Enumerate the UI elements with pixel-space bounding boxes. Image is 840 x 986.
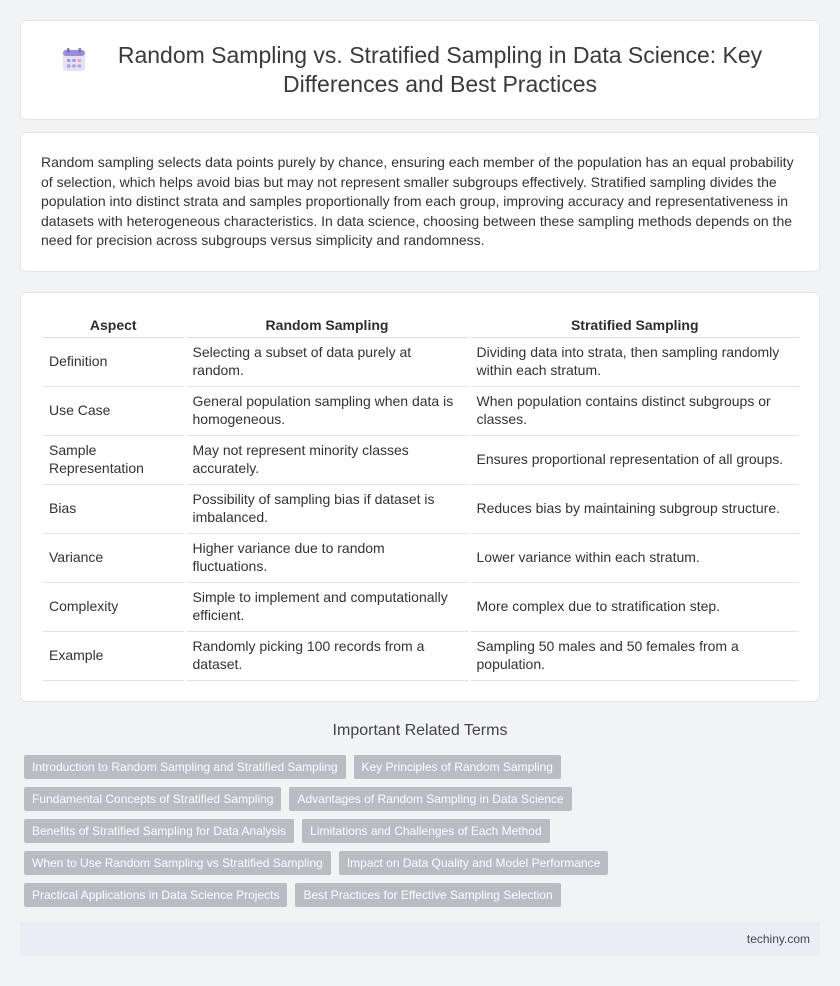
cell-aspect: Bias <box>43 484 185 533</box>
cell-aspect: Variance <box>43 533 185 582</box>
page-title: Random Sampling vs. Stratified Sampling in Data Science: Key Differences and Best Practices <box>117 42 763 97</box>
cell-random: General population sampling when data is homogeneous. <box>185 386 469 435</box>
intro-card <box>20 132 820 272</box>
table-row <box>43 582 799 631</box>
footer <box>20 922 820 956</box>
table-row <box>43 631 799 680</box>
related-term-tag[interactable]: Fundamental Concepts of Stratified Sampling <box>24 787 281 811</box>
comparison-table <box>43 315 799 681</box>
cell-aspect: Definition <box>43 337 185 386</box>
related-term-tag[interactable]: When to Use Random Sampling vs Stratified Sampling <box>24 851 331 875</box>
related-term-tag[interactable]: Limitations and Challenges of Each Method <box>302 819 549 843</box>
title-wrap <box>61 41 779 99</box>
table-row <box>43 386 799 435</box>
cell-random: Randomly picking 100 records from a dataset. <box>185 631 469 680</box>
cell-aspect: Example <box>43 631 185 680</box>
cell-aspect: Complexity <box>43 582 185 631</box>
cell-aspect: Use Case <box>43 386 185 435</box>
header-random-sampling: Random Sampling <box>185 315 469 337</box>
related-term-tag[interactable]: Impact on Data Quality and Model Performance <box>339 851 608 875</box>
cell-stratified: Dividing data into strata, then sampling randomly within each stratum. <box>469 337 799 386</box>
cell-stratified: More complex due to stratification step. <box>469 582 799 631</box>
calendar-icon <box>61 47 87 73</box>
related-term-tag[interactable]: Practical Applications in Data Science Projects <box>24 883 287 907</box>
header-stratified-sampling: Stratified Sampling <box>469 315 799 337</box>
header-aspect: Aspect <box>43 315 185 337</box>
footer-site-link[interactable]: techiny.com <box>746 932 810 946</box>
cell-stratified: Sampling 50 males and 50 females from a population. <box>469 631 799 680</box>
related-terms-list <box>24 755 814 915</box>
table-row <box>43 435 799 484</box>
related-terms-title: Important Related Terms <box>332 722 508 739</box>
term-row <box>24 851 814 875</box>
cell-aspect: Sample Representation <box>43 435 185 484</box>
related-term-tag[interactable]: Introduction to Random Sampling and Stratified Sampling <box>24 755 346 779</box>
table-row <box>43 484 799 533</box>
related-term-tag[interactable]: Advantages of Random Sampling in Data Science <box>289 787 571 811</box>
cell-stratified: Reduces bias by maintaining subgroup structure. <box>469 484 799 533</box>
cell-stratified: When population contains distinct subgroups or classes. <box>469 386 799 435</box>
title-card <box>20 20 820 120</box>
cell-random: Possibility of sampling bias if dataset is imbalanced. <box>185 484 469 533</box>
table-header-row <box>43 315 799 337</box>
term-row <box>24 819 814 843</box>
term-row <box>24 755 814 779</box>
comparison-card <box>20 292 820 702</box>
cell-random: Higher variance due to random fluctuations. <box>185 533 469 582</box>
table-row <box>43 337 799 386</box>
cell-random: Selecting a subset of data purely at random. <box>185 337 469 386</box>
table-row <box>43 533 799 582</box>
term-row <box>24 787 814 811</box>
cell-stratified: Ensures proportional representation of all groups. <box>469 435 799 484</box>
term-row <box>24 883 814 907</box>
intro-paragraph: Random sampling selects data points purely by chance, ensuring each member of the population has an equal probability of selection, which helps avoid bias but may not represent smaller subgroups effectively. Stratified sampling divides the population into distinct strata and samples proportionally from each group, improving accuracy and representativeness in datasets with heterogeneous characteristics. In data science, choosing between these sampling methods depends on the need for precision across subgroups versus simplicity and randomness. <box>41 154 794 248</box>
related-term-tag[interactable]: Best Practices for Effective Sampling Selection <box>295 883 560 907</box>
related-term-tag[interactable]: Benefits of Stratified Sampling for Data Analysis <box>24 819 294 843</box>
cell-stratified: Lower variance within each stratum. <box>469 533 799 582</box>
related-term-tag[interactable]: Key Principles of Random Sampling <box>354 755 561 779</box>
cell-random: Simple to implement and computationally efficient. <box>185 582 469 631</box>
cell-random: May not represent minority classes accurately. <box>185 435 469 484</box>
